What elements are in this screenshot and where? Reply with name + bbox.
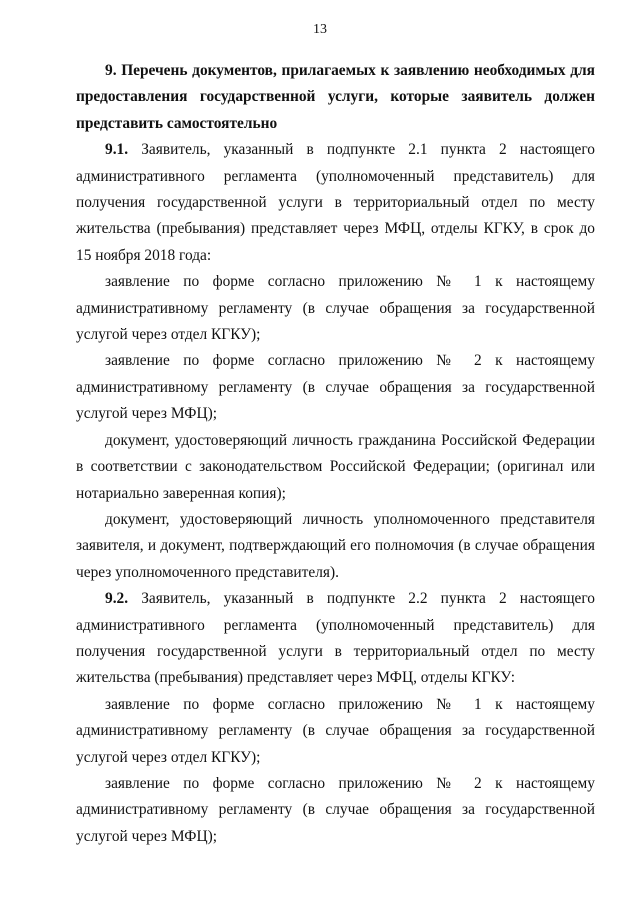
clause-text-9-2: Заявитель, указанный в подпункте 2.2 пункта 2 настоящего административного регламента (уполномоченный представитель) для получения государственной услуги в территориальный отдел по месту жительства (пребывания) представляет через МФЦ, отделы КГКУ:	[76, 590, 595, 687]
list-item: заявление по форме согласно приложению № 2 к настоящему административному регламенту (в случае обращения за государственной услугой через МФЦ);	[76, 774, 595, 845]
list-item: документ, удостоверяющий личность гражданина Российской Федерации в соответствии с законодательством Российской Федерации; (оригинал или нотариально заверенная копия);	[76, 431, 595, 502]
list-item: заявление по форме согласно приложению № 1 к настоящему административному регламенту (в случае обращения за государственной услугой через отдел КГКУ);	[76, 695, 595, 766]
clause-number-9-1: 9.1.	[105, 141, 129, 159]
clause-text-9-1: Заявитель, указанный в подпункте 2.1 пункта 2 настоящего административного регламента (уполномоченный представитель) для получения государственной услуги в территориальный отдел по месту жительства (пребывания) представляет через МФЦ, отделы КГКУ, в срок до 15 ноября 2018 года:	[76, 141, 595, 264]
section-heading: 9. Перечень документов, прилагаемых к заявлению необходимых для предоставления государственной услуги, которые заявитель должен представить самостоятельно	[76, 62, 595, 132]
page-number: 13	[313, 22, 327, 37]
list-item: документ, удостоверяющий личность уполномоченного представителя заявителя, и документ, подтверждающий его полномочия (в случае обращения через уполномоченного представителя).	[76, 510, 595, 581]
paragraph-9-2	[76, 586, 595, 692]
list-item: заявление по форме согласно приложению № 2 к настоящему административному регламенту (в случае обращения за государственной услугой через МФЦ);	[76, 352, 595, 423]
clause-number-9-2: 9.2.	[105, 590, 129, 608]
list-item: заявление по форме согласно приложению № 1 к настоящему административному регламенту (в случае обращения за государственной услугой через отдел КГКУ);	[76, 273, 595, 344]
document-body	[76, 58, 595, 850]
paragraph-9-1	[76, 137, 595, 269]
